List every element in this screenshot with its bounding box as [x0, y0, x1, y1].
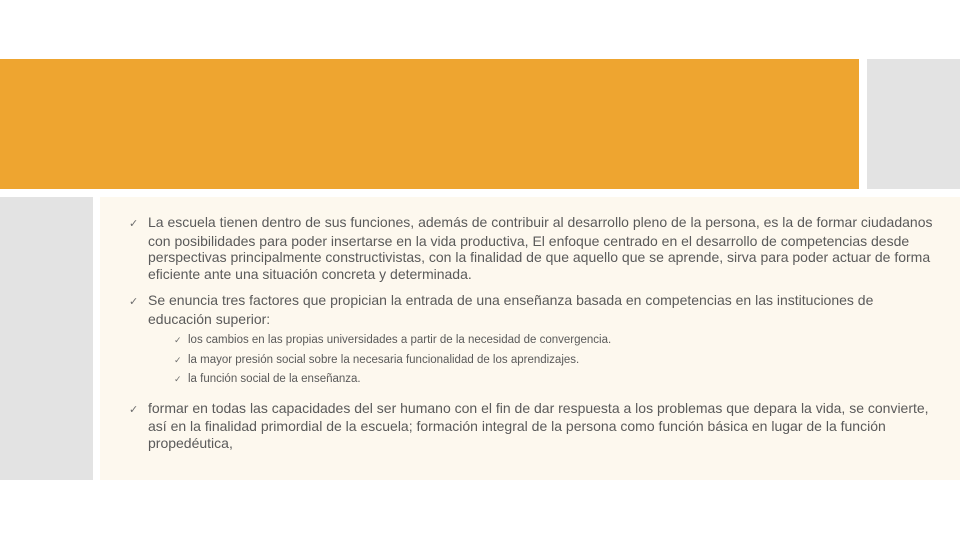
check-mark-icon: ✓ [129, 296, 139, 308]
sub-bullet-text: la mayor presión social sobre la necesaria funcionalidad de los aprendizajes. [188, 353, 580, 366]
sub-bullet-item [174, 370, 940, 390]
content-panel [100, 197, 960, 480]
sub-bullet-item [174, 351, 940, 371]
bullet-text: Se enuncia tres factores que propician la entrada de una enseñanza basada en competencias en las instituciones de educación superior: [148, 292, 874, 327]
sub-bullet-item [174, 331, 940, 351]
check-mark-icon: ✓ [129, 218, 139, 230]
sub-bullet-text: la función social de la enseñanza. [188, 373, 361, 385]
check-mark-icon: ✓ [129, 403, 139, 416]
header-bar [0, 59, 859, 189]
bullet-text: La escuela tienen dentro de sus funciones, además de contribuir al desarrollo pleno de la persona, es la de formar ciudadanos con posibilidades para poder insertarse en la vida productiva, El enfoque centrado en el desarrollo de competencias desde perspectivas principalmente constructivistas, con la finalidad de que aquello que se aprende, sirva para poder actuar de forma eficiente ante una situación concreta y determinada. [148, 214, 933, 282]
check-mark-icon: ✓ [174, 335, 182, 345]
bullet-text: formar en todas las capacidades del ser humano con el fin de dar respuesta a los problemas que depara la vida, se convierte, así en la finalidad primordial de la escuela; formación integral de la persona como función básica en lugar de la función propedéutica, [148, 399, 929, 451]
bullet-item [129, 400, 940, 452]
side-block-top [867, 59, 960, 189]
bullet-item [129, 214, 940, 282]
check-mark-icon: ✓ [174, 354, 182, 365]
sub-bullet-list [174, 331, 940, 390]
side-block-left [0, 197, 93, 480]
sub-bullet-text: los cambios en las propias universidades a partir de la necesidad de convergencia. [188, 334, 612, 346]
bullet-item [129, 292, 940, 327]
check-mark-icon: ✓ [174, 374, 182, 384]
